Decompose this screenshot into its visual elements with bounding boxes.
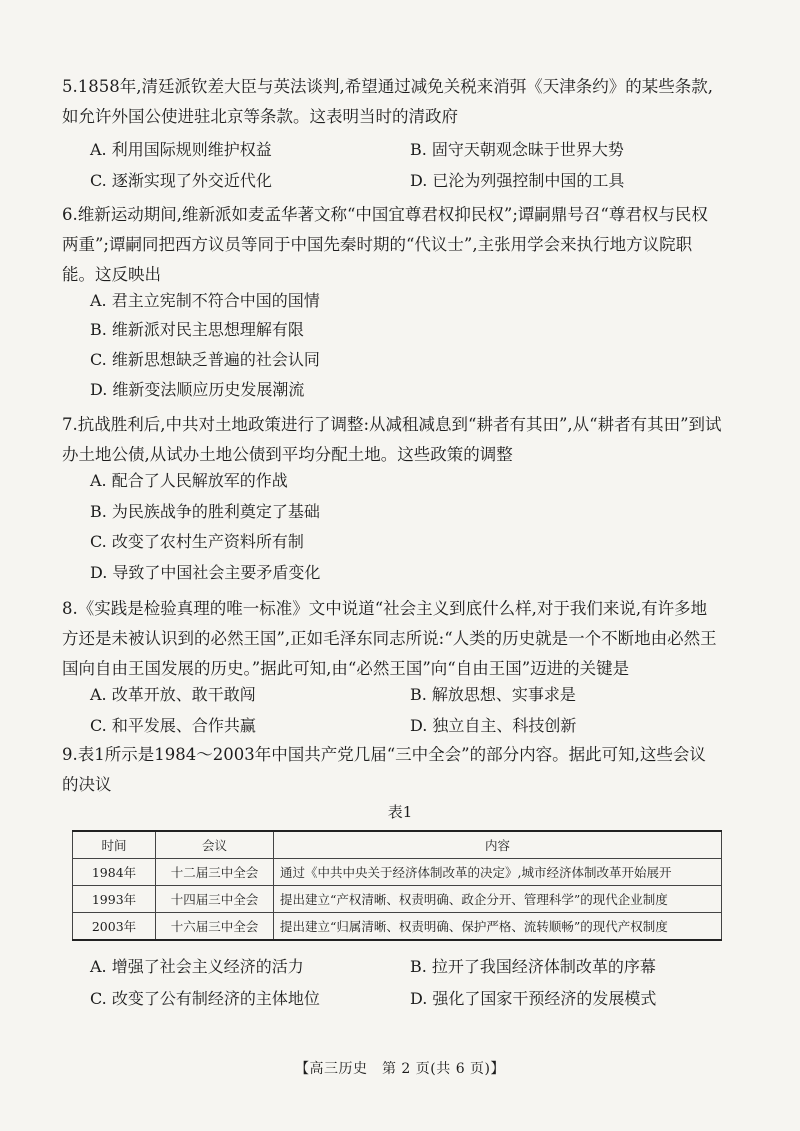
question-6 [62,200,722,290]
q7-option-b: B. 为民族战争的胜利奠定了基础 [90,502,320,521]
q9-option-d: D. 强化了国家干预经济的发展模式 [410,989,657,1008]
table-cell-time: 1984年 [73,859,156,886]
table-cell-content: 提出建立“归属清晰、权责明确、保护严格、流转顺畅”的现代产权制度 [274,913,722,941]
q5-option-a: A. 利用国际规则维护权益 [90,140,272,159]
table-cell-content: 提出建立“产权清晰、权责明确、政企分开、管理科学”的现代企业制度 [274,886,722,913]
question-7-stem: 7.抗战胜利后,中共对土地政策进行了调整:从减租减息到“耕者有其田”,从“耕者有其田”到试办土地公债,从试办土地公债到平均分配土地。这些政策的调整 [62,415,722,464]
q6-option-d: D. 维新变法顺应历史发展潮流 [90,380,305,399]
q5-option-b: B. 固守天朝观念昧于世界大势 [410,140,624,159]
table-header-meeting: 会议 [156,831,274,859]
q6-option-a: A. 君主立宪制不符合中国的国情 [90,291,320,310]
table-header-time: 时间 [73,831,156,859]
q8-option-b: B. 解放思想、实事求是 [410,685,576,704]
q7-option-c: C. 改变了农村生产资料所有制 [90,532,304,551]
q9-option-b: B. 拉开了我国经济体制改革的序幕 [410,957,656,976]
meeting-table [72,830,722,941]
table-cell-time: 2003年 [73,913,156,941]
question-8-stem: 8.《实践是检验真理的唯一标准》文中说道“社会主义到底什么样,对于我们来说,有许多地方还是未被认识到的必然王国”,正如毛泽东同志所说:“人类的历史就是一个不断地由必然王国向自由王国发展的历史。”据此可知,由“必然王国”向“自由王国”迈进的关键是 [62,599,717,678]
q7-option-a: A. 配合了人民解放军的作战 [90,471,288,490]
q8-option-c: C. 和平发展、合作共赢 [90,716,256,735]
table-caption: 表1 [387,803,413,821]
q8-option-d: D. 独立自主、科技创新 [410,716,577,735]
question-5 [62,72,722,132]
table-row [73,859,722,886]
question-6-stem: 6.维新运动期间,维新派如麦孟华著文称“中国宜尊君权抑民权”;谭嗣鼎号召“尊君权与民权两重”;谭嗣同把西方议员等同于中国先秦时期的“代议士”,主张用学会来执行地方议院职能。这反映出 [62,205,708,284]
table-cell-time: 1993年 [73,886,156,913]
question-9-stem: 9.表1所示是1984～2003年中国共产党几届“三中全会”的部分内容。据此可知,这些会议的决议 [62,745,706,794]
q7-option-d: D. 导致了中国社会主要矛盾变化 [90,563,321,582]
table-header-row [73,831,722,859]
table-header-content: 内容 [274,831,722,859]
q5-option-c: C. 逐渐实现了外交近代化 [90,171,272,190]
q9-option-c: C. 改变了公有制经济的主体地位 [90,989,320,1008]
q6-option-b: B. 维新派对民主思想理解有限 [90,320,304,339]
question-8 [62,594,722,684]
q5-option-d: D. 已沦为列强控制中国的工具 [410,171,625,190]
q8-option-a: A. 改革开放、敢干敢闯 [90,685,256,704]
table-cell-content: 通过《中共中央关于经济体制改革的决定》,城市经济体制改革开始展开 [274,859,722,886]
question-5-stem: 5.1858年,清廷派钦差大臣与英法谈判,希望通过减免关税来消弭《天津条约》的某些条款,如允许外国公使进驻北京等条款。这表明当时的清政府 [62,77,713,126]
table-cell-meeting: 十六届三中全会 [156,913,274,941]
question-9 [62,740,722,800]
table-row [73,913,722,941]
question-7 [62,410,722,470]
q6-option-c: C. 维新思想缺乏普遍的社会认同 [90,350,320,369]
q9-option-a: A. 增强了社会主义经济的活力 [90,957,304,976]
table-cell-meeting: 十四届三中全会 [156,886,274,913]
table-cell-meeting: 十二届三中全会 [156,859,274,886]
page-footer: 【高三历史 第 2 页(共 6 页)】 [294,1061,506,1077]
table-row [73,886,722,913]
